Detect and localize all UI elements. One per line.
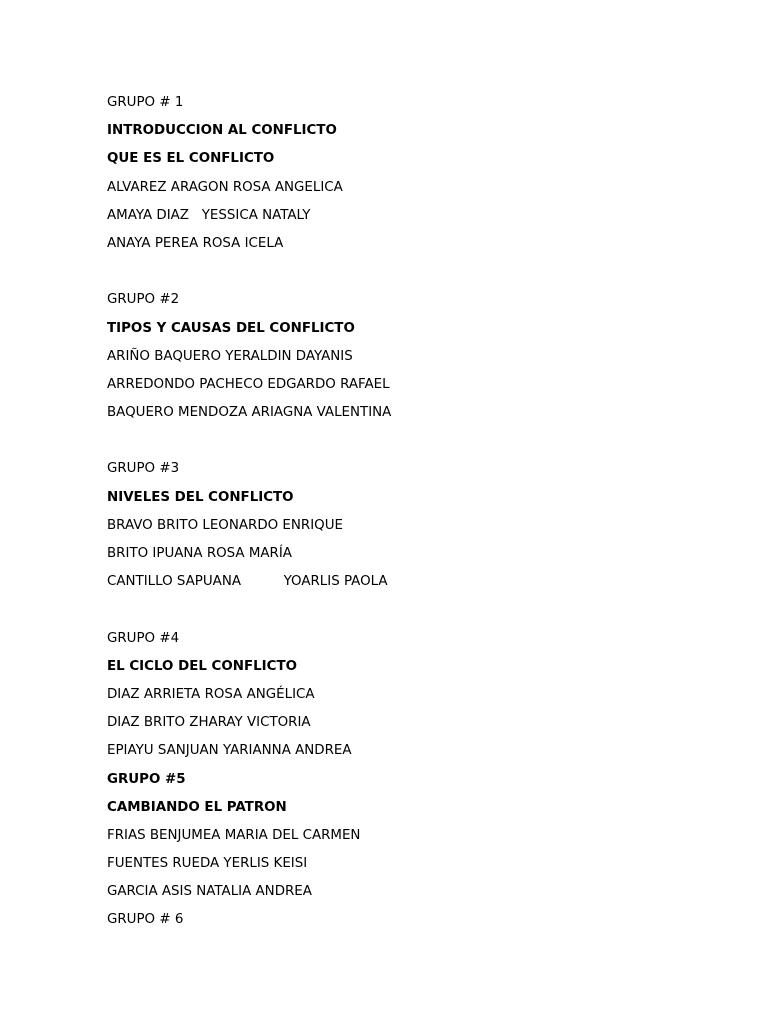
group-2-member: ARIÑO BAQUERO YERALDIN DAYANIS: [107, 348, 353, 364]
group-1-member: ALVAREZ ARAGON ROSA ANGELICA: [107, 179, 343, 195]
group-2-member: ARREDONDO PACHECO EDGARDO RAFAEL: [107, 376, 390, 392]
group-3-topic: NIVELES DEL CONFLICTO: [107, 489, 294, 505]
document-body: [107, 89, 707, 935]
spacer: [107, 427, 707, 455]
group-2-topic: TIPOS Y CAUSAS DEL CONFLICTO: [107, 320, 355, 336]
group-1-subtopic: QUE ES EL CONFLICTO: [107, 151, 275, 167]
group-5-member: FRIAS BENJUMEA MARIA DEL CARMEN: [107, 827, 361, 843]
group-2-member: BAQUERO MENDOZA ARIAGNA VALENTINA: [107, 405, 392, 421]
group-4-member: DIAZ ARRIETA ROSA ANGÉLICA: [107, 686, 315, 702]
group-5-member: GARCIA ASIS NATALIA ANDREA: [107, 884, 312, 900]
group-2-header: GRUPO #2: [107, 292, 180, 308]
group-4-header: GRUPO #4: [107, 630, 180, 646]
group-1-member: ANAYA PEREA ROSA ICELA: [107, 235, 284, 251]
group-5-member: FUENTES RUEDA YERLIS KEISI: [107, 856, 308, 872]
group-4-member: EPIAYU SANJUAN YARIANNA ANDREA: [107, 743, 352, 759]
spacer: [107, 596, 707, 624]
group-1-header: GRUPO # 1: [107, 95, 184, 110]
group-3-header: GRUPO #3: [107, 461, 180, 477]
group-5-topic: CAMBIANDO EL PATRON: [107, 799, 287, 815]
group-4-topic: EL CICLO DEL CONFLICTO: [107, 658, 297, 674]
group-5-header: GRUPO #5: [107, 771, 186, 787]
group-3-member: CANTILLO SAPUANA YOARLIS PAOLA: [107, 574, 388, 590]
group-3-member: BRAVO BRITO LEONARDO ENRIQUE: [107, 517, 343, 533]
group-6-header: GRUPO # 6: [107, 912, 184, 928]
group-4-member: DIAZ BRITO ZHARAY VICTORIA: [107, 715, 311, 731]
spacer: [107, 258, 707, 286]
group-1-member: AMAYA DIAZ YESSICA NATALY: [107, 207, 311, 223]
group-1-topic: INTRODUCCION AL CONFLICTO: [107, 123, 337, 139]
group-3-member: BRITO IPUANA ROSA MARÍA: [107, 546, 292, 561]
